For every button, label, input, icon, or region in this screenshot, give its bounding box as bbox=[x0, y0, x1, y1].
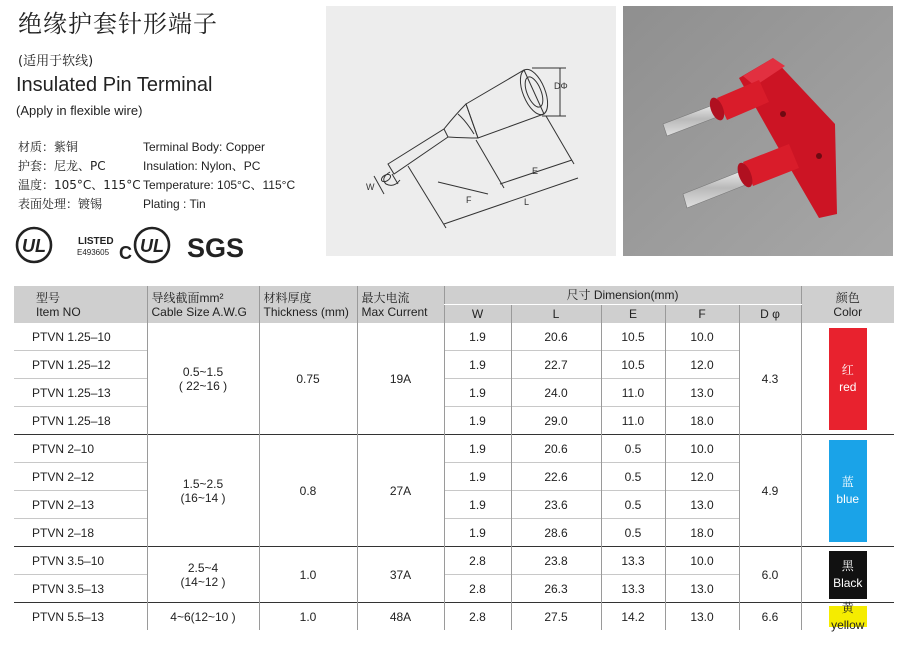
cell-cable-size bbox=[147, 603, 259, 631]
drawing-label-d: DΦ bbox=[554, 81, 568, 91]
header-d: D φ bbox=[739, 305, 801, 324]
cell-model: PTVN 2–13 bbox=[14, 491, 147, 519]
cell-l: 22.7 bbox=[511, 351, 601, 379]
cable-size-mm2: 4~6(12~10 ) bbox=[170, 609, 236, 624]
cell-l: 26.3 bbox=[511, 575, 601, 603]
cell-w: 2.8 bbox=[444, 575, 511, 603]
cell-f: 13.0 bbox=[665, 491, 739, 519]
spec-material-cn: 材质：紫铜 bbox=[18, 140, 79, 154]
certification-marks bbox=[12, 224, 247, 266]
cell-l: 22.6 bbox=[511, 463, 601, 491]
cell-w: 1.9 bbox=[444, 491, 511, 519]
cell-f: 13.0 bbox=[665, 379, 739, 407]
drawing-label-e: E bbox=[532, 166, 539, 176]
cell-d: 6.0 bbox=[739, 547, 801, 603]
color-name-cn: 蓝 bbox=[841, 474, 854, 489]
cul-logo bbox=[135, 228, 169, 262]
cell-cable-size bbox=[147, 323, 259, 435]
header-dimension: 尺寸 Dimension(mm) bbox=[444, 286, 801, 305]
header-e: E bbox=[601, 305, 665, 324]
spec-material-en: Terminal Body: Copper bbox=[143, 140, 266, 154]
cell-thickness: 1.0 bbox=[259, 547, 357, 603]
cell-e: 0.5 bbox=[601, 519, 665, 547]
page-title-cn: 绝缘护套针形端子 bbox=[18, 10, 218, 38]
page-title-en: Insulated Pin Terminal bbox=[16, 74, 213, 96]
cable-size-mm2: 2.5~4 bbox=[187, 560, 219, 575]
cell-e: 11.0 bbox=[601, 379, 665, 407]
drawing-label-l: L bbox=[524, 197, 530, 207]
spec-list-cn bbox=[18, 138, 141, 214]
cell-thickness: 1.0 bbox=[259, 603, 357, 631]
technical-drawing bbox=[326, 6, 616, 256]
cell-cable-size bbox=[147, 435, 259, 547]
cell-max-current: 27A bbox=[357, 435, 444, 547]
cell-l: 23.6 bbox=[511, 491, 601, 519]
spec-list-en bbox=[143, 138, 295, 214]
table-row bbox=[14, 435, 894, 463]
cell-model: PTVN 3.5–10 bbox=[14, 547, 147, 575]
table-body bbox=[14, 323, 894, 630]
cell-e: 10.5 bbox=[601, 351, 665, 379]
drawing-label-w: W bbox=[366, 182, 375, 192]
page-subtitle-cn: (适用于软线) bbox=[18, 54, 94, 69]
header-current: 最大电流 Max Current bbox=[357, 286, 444, 323]
cell-l: 24.0 bbox=[511, 379, 601, 407]
cell-e: 10.5 bbox=[601, 323, 665, 351]
color-swatch bbox=[829, 328, 867, 430]
header-f: F bbox=[665, 305, 739, 324]
spec-insulation-en: Insulation: Nylon、PC bbox=[143, 159, 261, 173]
color-name-en: Black bbox=[833, 575, 863, 590]
cell-f: 10.0 bbox=[665, 323, 739, 351]
cell-thickness: 0.8 bbox=[259, 435, 357, 547]
cell-e: 0.5 bbox=[601, 463, 665, 491]
spec-table bbox=[14, 286, 894, 630]
spec-temperature-cn: 温度：105°C、115°C bbox=[18, 178, 141, 192]
color-name-cn: 红 bbox=[841, 362, 854, 377]
cable-size-awg: (14~12 ) bbox=[180, 574, 226, 589]
spec-temperature-en: Temperature: 105°C、115°C bbox=[143, 178, 296, 192]
cell-cable-size bbox=[147, 547, 259, 603]
cable-size-awg: (16~14 ) bbox=[180, 490, 226, 505]
color-name-cn: 黑 bbox=[841, 558, 854, 573]
cell-f: 18.0 bbox=[665, 407, 739, 435]
cul-logo-text: UL bbox=[140, 236, 164, 256]
cell-w: 1.9 bbox=[444, 379, 511, 407]
cell-model: PTVN 1.25–12 bbox=[14, 351, 147, 379]
cell-d: 4.3 bbox=[739, 323, 801, 435]
color-name-en: red bbox=[839, 379, 857, 394]
table-header bbox=[14, 286, 894, 323]
header-model: 型号 Item NO bbox=[14, 286, 147, 323]
header-l: L bbox=[511, 305, 601, 324]
cell-f: 10.0 bbox=[665, 547, 739, 575]
cable-size-awg: ( 22~16 ) bbox=[178, 378, 228, 393]
drawing-label-f: F bbox=[466, 195, 472, 205]
page-subtitle-en: (Apply in flexible wire) bbox=[16, 103, 143, 118]
spec-insulation-cn: 护套：尼龙、PC bbox=[18, 159, 106, 173]
cell-l: 20.6 bbox=[511, 323, 601, 351]
cell-model: PTVN 1.25–18 bbox=[14, 407, 147, 435]
cell-model: PTVN 2–18 bbox=[14, 519, 147, 547]
cul-c-mark: C bbox=[119, 243, 132, 263]
cell-e: 13.3 bbox=[601, 575, 665, 603]
table-row bbox=[14, 547, 894, 575]
cell-model: PTVN 2–10 bbox=[14, 435, 147, 463]
product-photo bbox=[623, 6, 893, 256]
cell-d: 6.6 bbox=[739, 603, 801, 631]
cable-size-mm2: 0.5~1.5 bbox=[182, 364, 224, 379]
cell-f: 10.0 bbox=[665, 435, 739, 463]
cell-color bbox=[801, 323, 894, 435]
color-swatch bbox=[829, 600, 867, 632]
cell-thickness: 0.75 bbox=[259, 323, 357, 435]
cell-l: 23.8 bbox=[511, 547, 601, 575]
spec-plating-en: Plating : Tin bbox=[143, 197, 206, 211]
cell-e: 0.5 bbox=[601, 435, 665, 463]
cell-model: PTVN 1.25–13 bbox=[14, 379, 147, 407]
cell-f: 18.0 bbox=[665, 519, 739, 547]
cell-w: 1.9 bbox=[444, 351, 511, 379]
cell-e: 14.2 bbox=[601, 603, 665, 631]
cell-d: 4.9 bbox=[739, 435, 801, 547]
ul-file-number: E493605 bbox=[77, 248, 110, 257]
cell-e: 11.0 bbox=[601, 407, 665, 435]
cell-e: 13.3 bbox=[601, 547, 665, 575]
sgs-logo: SGS bbox=[187, 233, 245, 263]
cell-f: 12.0 bbox=[665, 463, 739, 491]
cell-l: 29.0 bbox=[511, 407, 601, 435]
cell-max-current: 37A bbox=[357, 547, 444, 603]
cell-max-current: 48A bbox=[357, 603, 444, 631]
header-w: W bbox=[444, 305, 511, 324]
cell-color bbox=[801, 435, 894, 547]
cell-w: 1.9 bbox=[444, 435, 511, 463]
cell-l: 27.5 bbox=[511, 603, 601, 631]
color-swatch bbox=[829, 551, 867, 599]
cell-f: 13.0 bbox=[665, 603, 739, 631]
color-swatch bbox=[829, 440, 867, 542]
cable-size-mm2: 1.5~2.5 bbox=[182, 476, 224, 491]
cell-color bbox=[801, 600, 894, 632]
cell-model: PTVN 5.5–13 bbox=[14, 603, 147, 631]
cell-model: PTVN 1.25–10 bbox=[32, 329, 111, 344]
header-thickness: 材料厚度 Thickness (mm) bbox=[259, 286, 357, 323]
color-name-en: blue bbox=[836, 491, 860, 506]
cell-l: 20.6 bbox=[511, 435, 601, 463]
cell-w: 2.8 bbox=[444, 603, 511, 631]
color-name-en: yellow bbox=[831, 617, 865, 632]
cell-w: 2.8 bbox=[444, 547, 511, 575]
header-color: 颜色 Color bbox=[801, 286, 894, 323]
header-cable: 导线截面mm² Cable Size A.W.G bbox=[147, 286, 259, 323]
ul-logo bbox=[17, 228, 51, 262]
spec-plating-cn: 表面处理：镀锡 bbox=[18, 197, 103, 211]
cell-w: 1.9 bbox=[444, 463, 511, 491]
cell-model: PTVN 3.5–13 bbox=[14, 575, 147, 603]
color-name-cn: 黄 bbox=[841, 600, 854, 615]
cell-l: 28.6 bbox=[511, 519, 601, 547]
cell-e: 0.5 bbox=[601, 491, 665, 519]
cell-w: 1.9 bbox=[444, 323, 511, 351]
listed-label: LISTED bbox=[78, 236, 114, 247]
cell-model: PTVN 2–12 bbox=[14, 463, 147, 491]
cell-f: 12.0 bbox=[665, 351, 739, 379]
cell-w: 1.9 bbox=[444, 519, 511, 547]
cell-w: 1.9 bbox=[444, 407, 511, 435]
cell-max-current: 19A bbox=[357, 323, 444, 435]
table-row bbox=[14, 603, 894, 631]
table-row bbox=[14, 323, 894, 351]
ul-logo-text: UL bbox=[22, 236, 46, 256]
cell-color bbox=[801, 547, 894, 603]
cell-f: 13.0 bbox=[665, 575, 739, 603]
